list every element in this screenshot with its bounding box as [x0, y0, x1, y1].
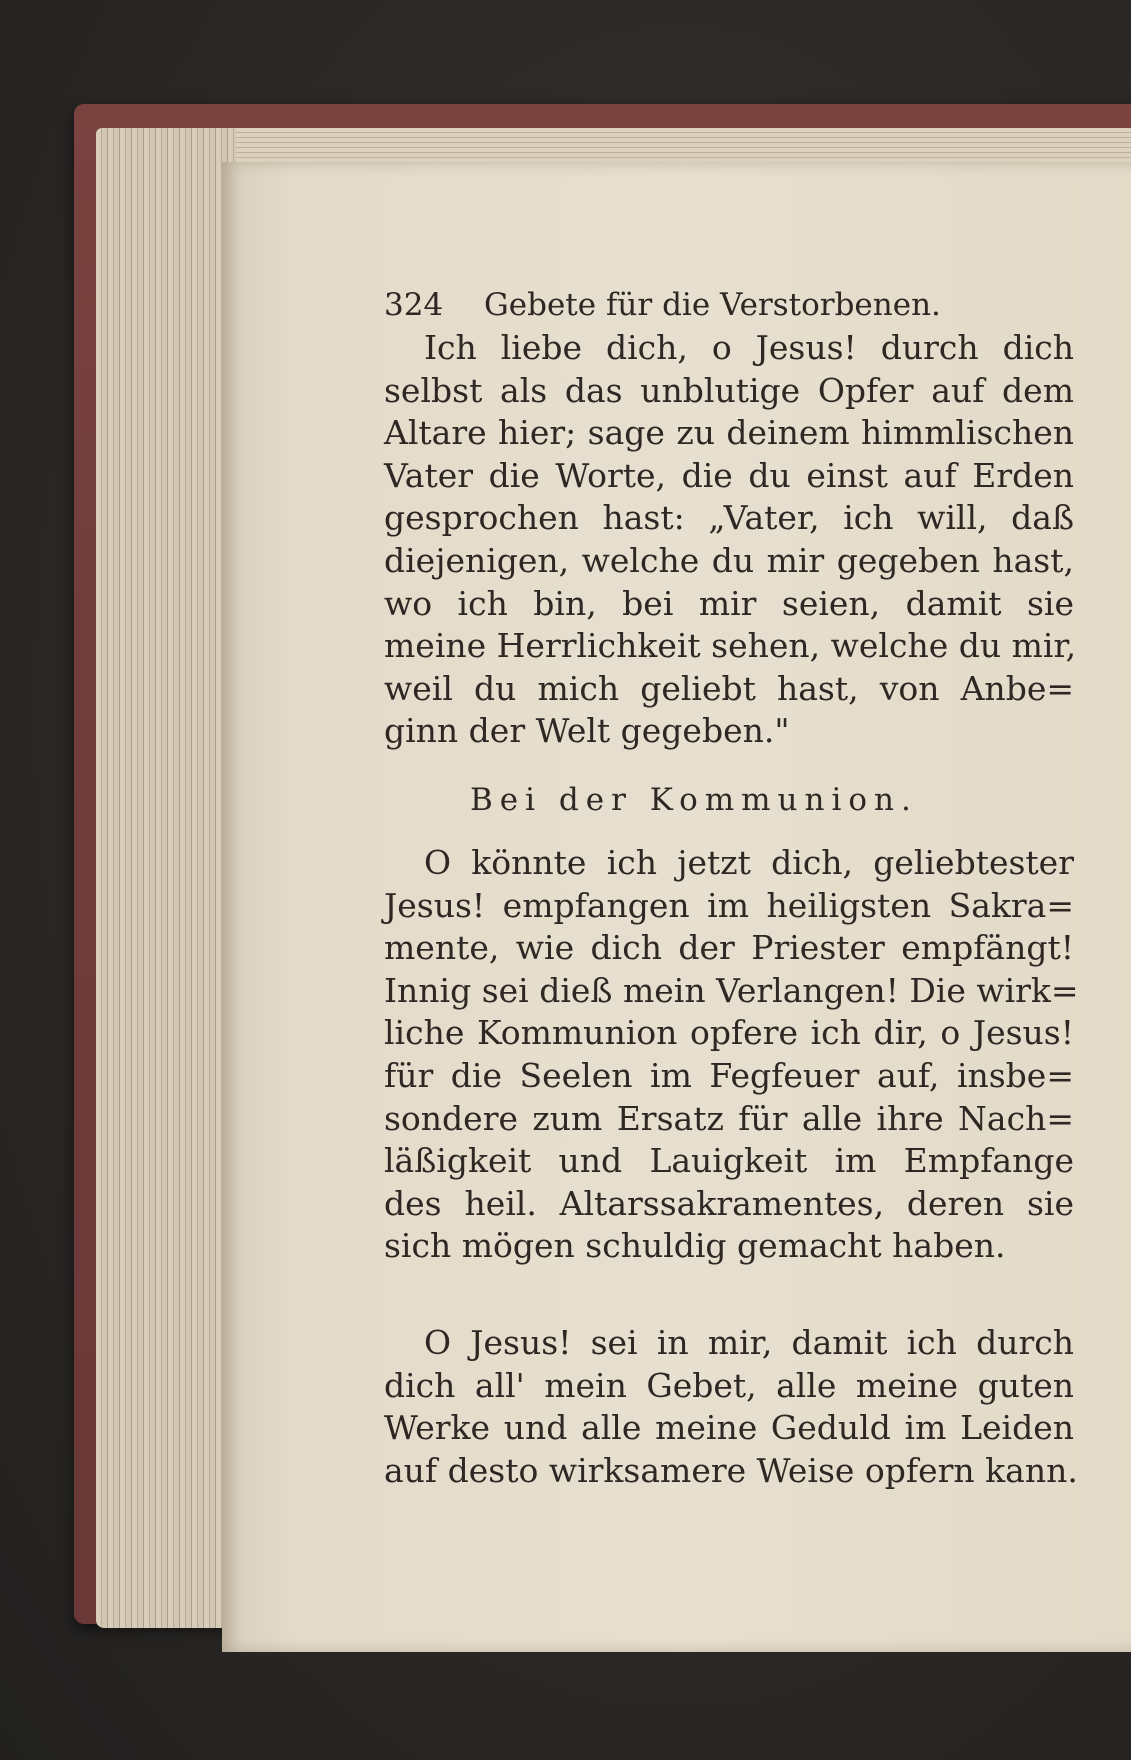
text-line: weil du mich geliebt hast, von Anbe=	[384, 668, 1074, 708]
page-number: 324	[384, 287, 444, 323]
text-line: Werke und alle meine Geduld im Leiden	[384, 1408, 1074, 1448]
text-line: selbst als das unblutige Opfer auf dem	[384, 370, 1074, 410]
section-heading: Bei der Kommunion.	[470, 782, 918, 818]
text-line: meine Herrlichkeit sehen, welche du mir,	[384, 626, 1077, 666]
text-line: mente, wie dich der Priester empfängt!	[384, 928, 1074, 968]
running-header	[384, 287, 1064, 323]
text-line: Jesus! empfangen im heiligsten Sakra=	[384, 885, 1074, 925]
text-line: für die Seelen im Fegfeuer auf, insbe=	[384, 1055, 1074, 1095]
text-line: Innig sei dieß mein Verlangen! Die wirk=	[384, 970, 1079, 1010]
book-page	[222, 162, 1131, 1652]
text-line: gesprochen hast: „Vater, ich will, daß	[384, 498, 1074, 538]
text-line: sondere zum Ersatz für alle ihre Nach=	[384, 1098, 1074, 1138]
text-line: ginn der Welt gegeben."	[384, 711, 790, 751]
text-line: wo ich bin, bei mir seien, damit sie	[384, 583, 1074, 623]
paragraph-closing	[384, 1322, 1078, 1492]
text-line: diejenigen, welche du mir gegeben hast,	[384, 540, 1074, 580]
text-line: auf desto wirksamere Weise opfern kann.	[384, 1450, 1078, 1490]
paragraph-prayer-love	[384, 327, 1077, 753]
page-stack-side-edge	[96, 128, 236, 1628]
text-line: Ich liebe dich, o Jesus! durch dich	[424, 328, 1074, 367]
text-line: liche Kommunion opfere ich dir, o Jesus!	[384, 1013, 1074, 1053]
running-head-title: Gebete für die Verstorbenen.	[484, 287, 941, 323]
text-line: des heil. Altarssakramentes, deren sie	[384, 1183, 1074, 1223]
paragraph-communion	[384, 842, 1079, 1268]
text-line: sich mögen schuldig gemacht haben.	[384, 1226, 1006, 1266]
text-line: Vater die Worte, die du einst auf Erden	[384, 455, 1074, 495]
text-line: dich all' mein Gebet, alle meine guten	[384, 1365, 1074, 1405]
text-line: O Jesus! sei in mir, damit ich durch	[424, 1323, 1074, 1362]
text-line: Altare hier; sage zu deinem himmlischen	[384, 413, 1074, 453]
text-line: läßigkeit und Lauigkeit im Empfange	[384, 1141, 1074, 1181]
text-line: O könnte ich jetzt dich, geliebtester	[424, 843, 1074, 882]
